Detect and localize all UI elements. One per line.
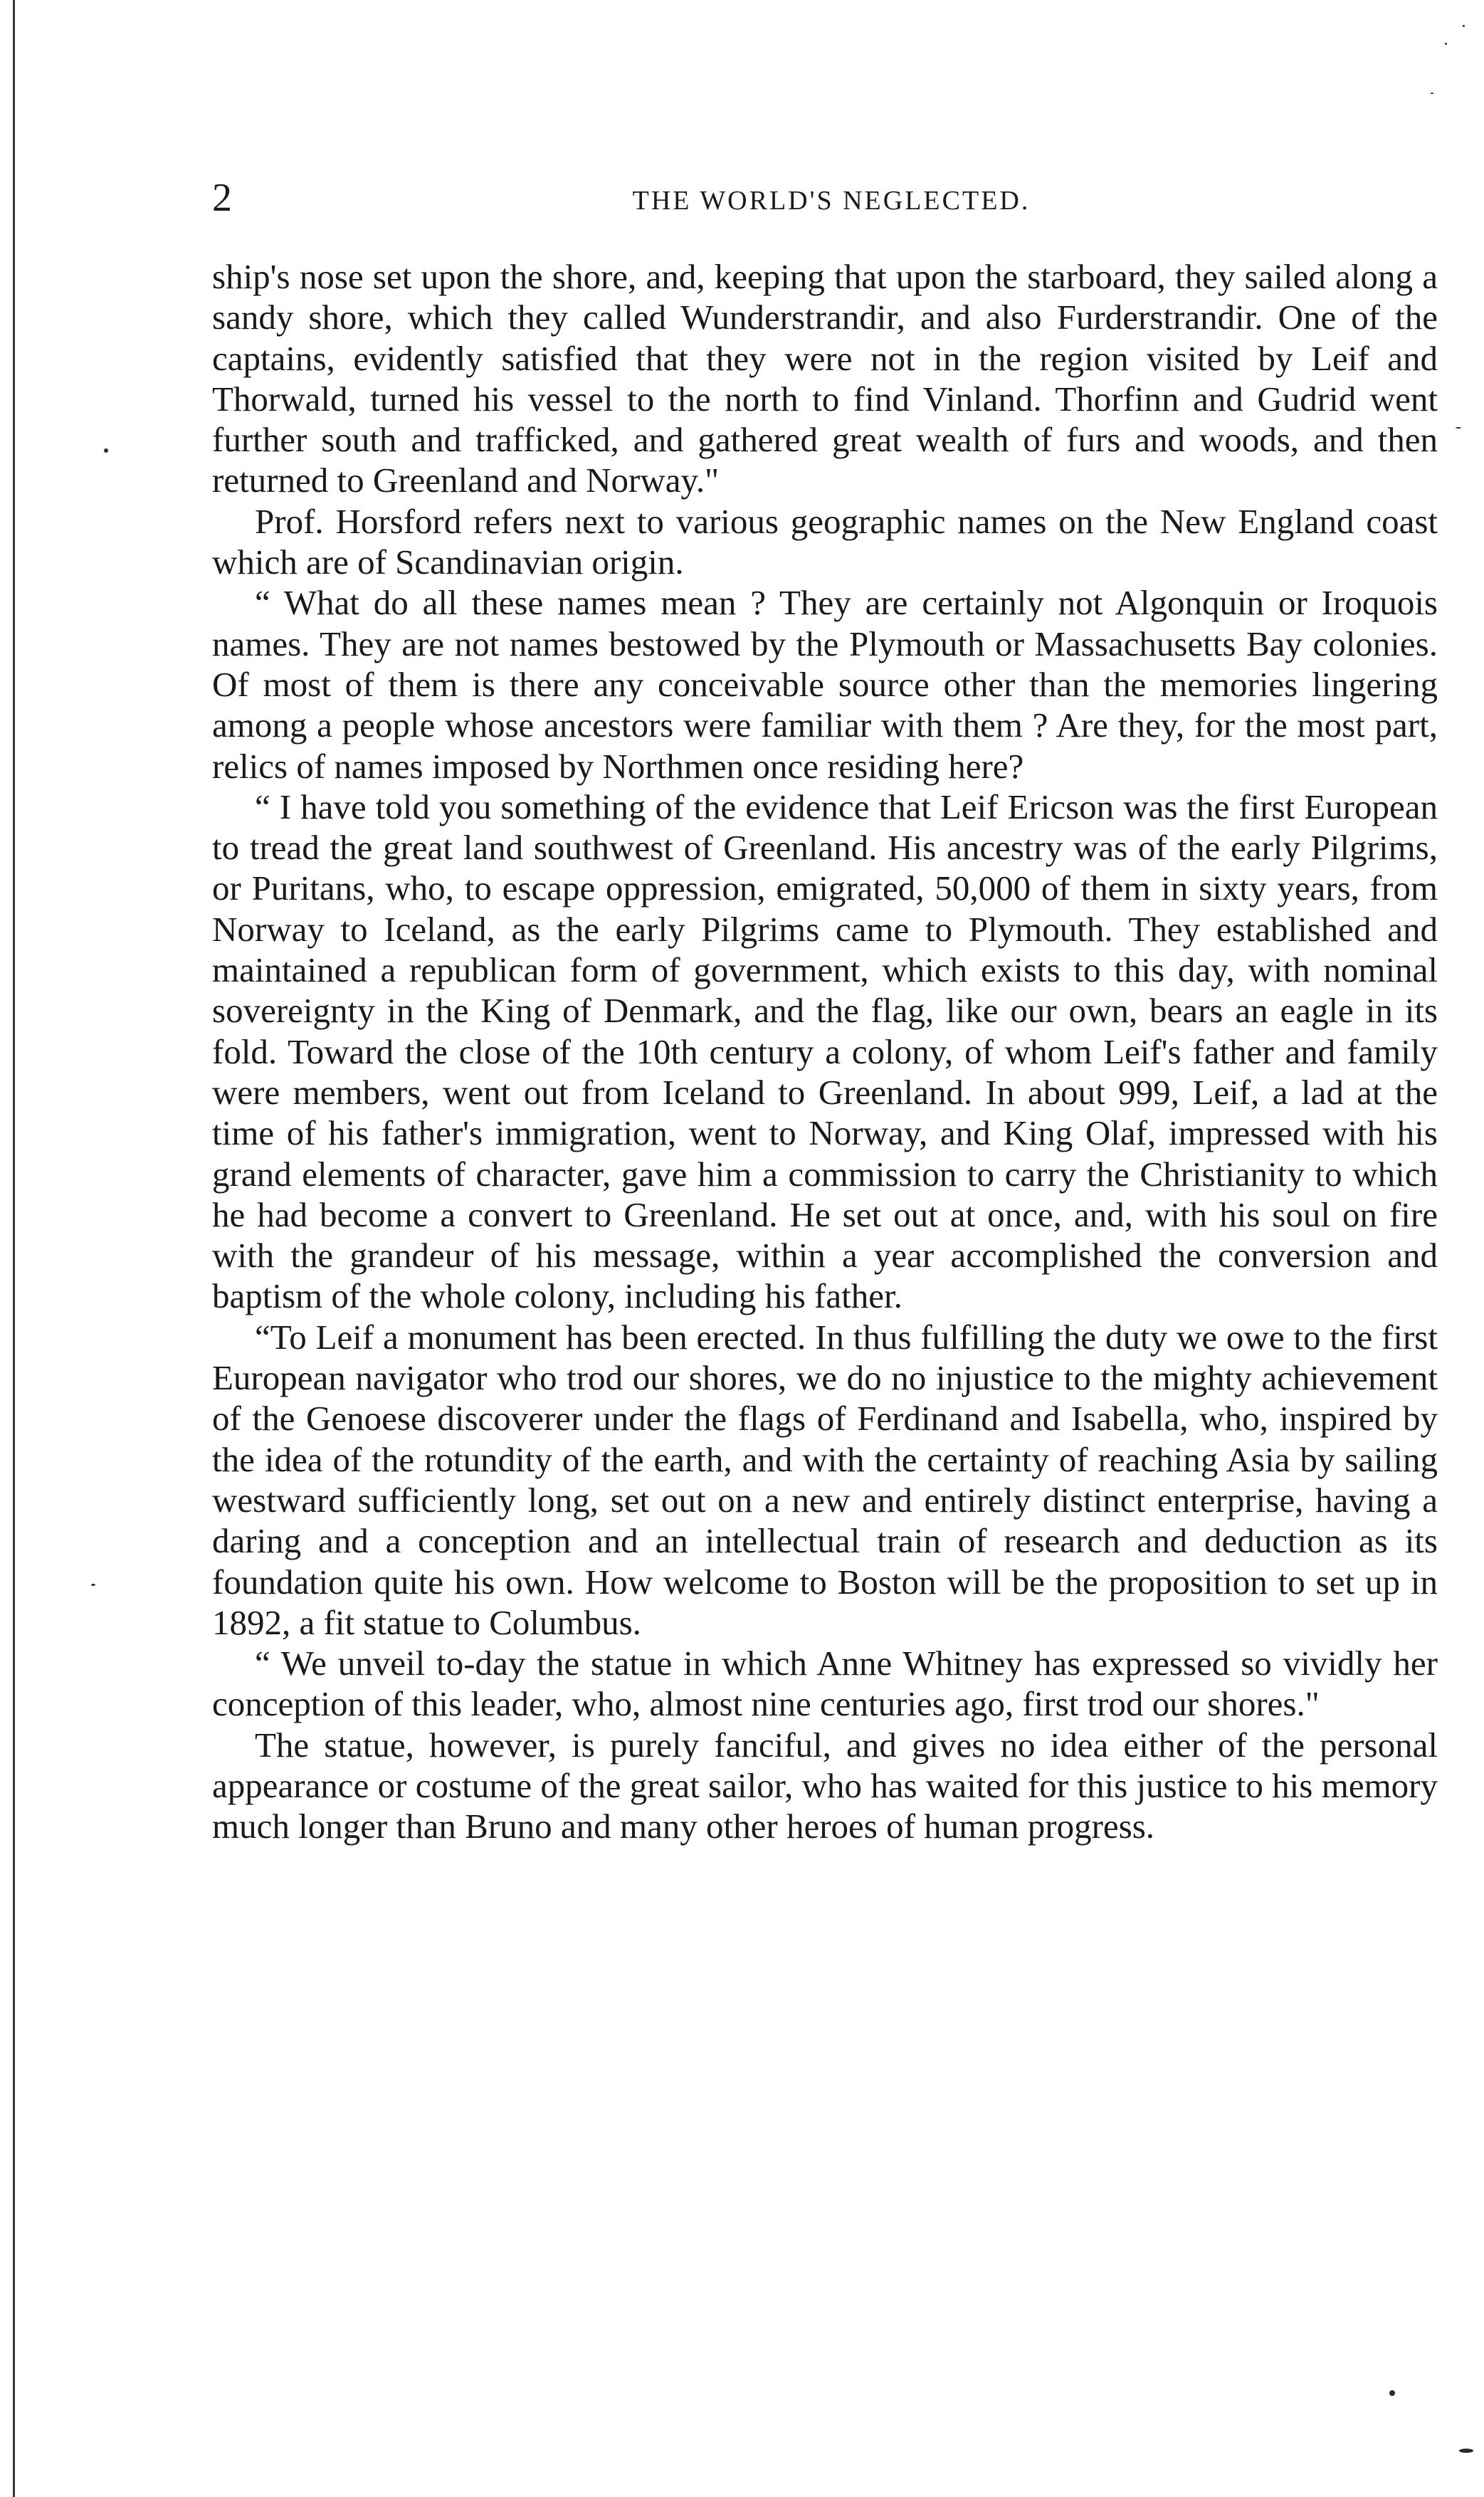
scan-speck <box>91 1584 95 1586</box>
page-number: 2 <box>212 176 232 220</box>
scan-speck <box>1431 93 1433 94</box>
paragraph-quote-statue: “ We unveil to-day the statue in which Anne Whitney has expressed so vividly her conception of this leader, who, almost nine centuries ago, first trod our shores." <box>212 1644 1438 1724</box>
scan-speck <box>1445 43 1447 45</box>
paragraph-quote-leif: “ I have told you something of the evidence that Leif Ericson was the first European to tread the great land southwest of Greenland. His ancestry was of the early Pilgrims, or Puritans, who, to escape oppression, emigrated, 50,000 of them in sixty years, from Norway to Iceland, as the early Pilgrims came to Plymouth. They established and maintained a republican form of government, which exists to this day, with nominal sovereignty in the King of Denmark, and the flag, like our own, bears an eagle in its fold. Toward the close of the 10th century a colony, of whom Leif's father and family were members, went out from Iceland to Greenland. In about 999, Leif, a lad at the time of his father's immigration, went to Norway, and King Olaf, impressed with his grand elements of character, gave him a commission to carry the Christianity to which he had become a convert to Greenland. He set out at once, and, with his soul on fire with the grandeur of his message, within a year accomplished the conversion and baptism of the whole colony, including his father. <box>212 787 1438 1316</box>
paragraph-horsford-names: Prof. Horsford refers next to various geographic names on the New England coast which are of Scandinavian origin. <box>212 501 1438 582</box>
scan-speck <box>1459 2449 1473 2453</box>
scan-speck <box>104 448 108 453</box>
running-head: THE WORLD'S NEGLECTED. <box>632 186 1031 216</box>
paragraph-continuation: ship's nose set upon the shore, and, keeping that upon the starboard, they sailed along a sandy shore, which they called Wunderstrandir, and also Furderstrandir. One of the captains, evidently satisfied that they were not in the region visited by Leif and Thorwald, turned his vessel to the north to find Vinland. Thorfinn and Gudrid went further south and trafficked, and gathered great wealth of furs and woods, and then returned to Greenland and Norway." <box>212 257 1438 500</box>
paragraph-statue-fanciful: The statue, however, is purely fanciful, and gives no idea either of the personal appearance or costume of the great sailor, who has waited for this justice to his memory much longer than Bruno and many other heroes of human progress. <box>212 1725 1438 1846</box>
scan-speck <box>1463 25 1465 27</box>
scan-speck <box>1456 427 1461 429</box>
paragraph-quote-names: “ What do all these names mean ? They are certainly not Algonquin or Iroquois names. They are not names bestowed by the Plymouth or Massachusetts Bay colonies. Of most of them is there any conceivable source other than the memories lingering among a people whose ancestors were familiar with them ? Are they, for the most part, relics of names imposed by Northmen once residing here? <box>212 583 1438 786</box>
page-header <box>212 178 1436 228</box>
scan-speck <box>1389 2390 1395 2396</box>
paragraph-quote-monument: “To Leif a monument has been erected. In thus fulfilling the duty we owe to the first European navigator who trod our shores, we do no injustice to the mighty achievement of the Genoese discoverer under the flags of Ferdinand and Isabella, who, inspired by the idea of the rotundity of the earth, and with the certainty of reaching Asia by sailing westward sufficiently long, set out on a new and entirely distinct enterprise, having a daring and a conception and an intellectual train of research and deduction as its foundation quite his own. How welcome to Boston will be the proposition to set up in 1892, a fit statue to Columbus. <box>212 1317 1438 1642</box>
page-edge-line <box>13 0 15 2497</box>
body-text <box>212 256 1438 1847</box>
